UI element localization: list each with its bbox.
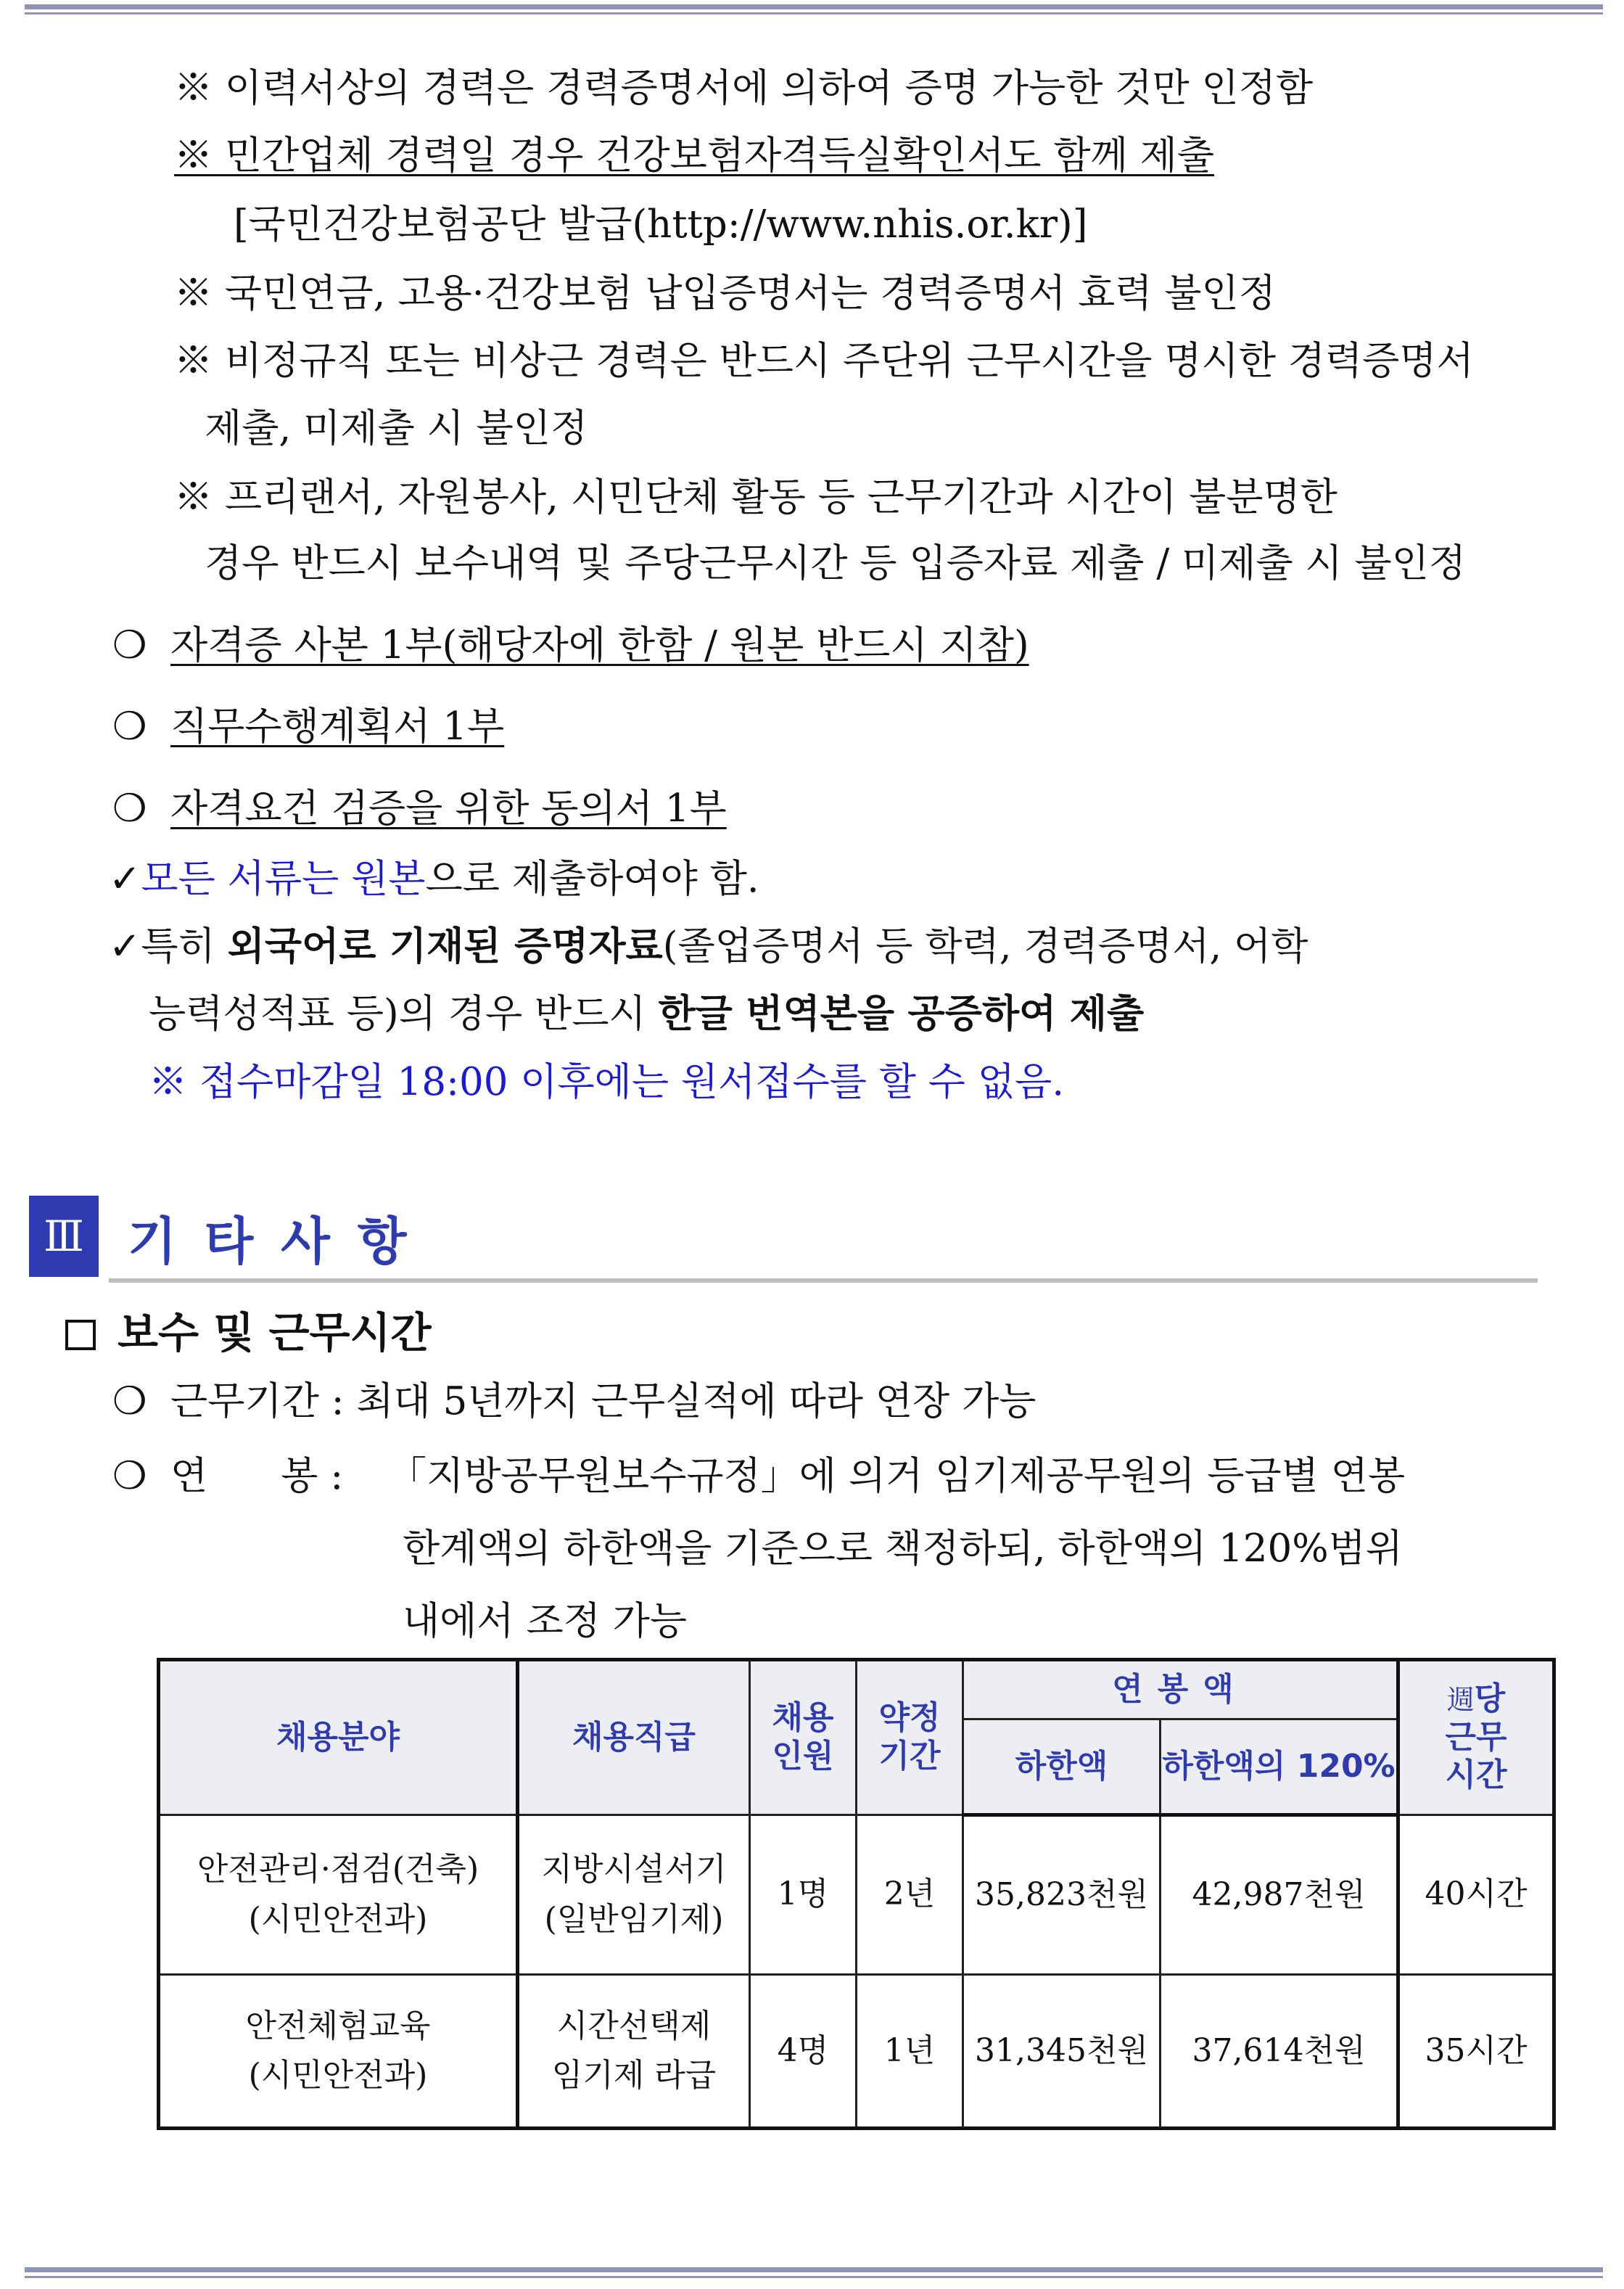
header-hours-1: 당 (1474, 1680, 1506, 1717)
salary-table (157, 1658, 1556, 2130)
section-divider (109, 1278, 1538, 1283)
circle-bullet-icon: ❍ (112, 1454, 147, 1498)
circle-bullet-icon: ❍ (112, 623, 147, 667)
row2-term: 1년 (857, 1975, 963, 2129)
header-term-2: 기간 (878, 1738, 941, 1775)
note-freelance-2: 경우 반드시 보수내역 및 주당근무시간 등 입증자료 제출 / 미제출 시 불인정 (205, 541, 1467, 585)
doc-item-consent (112, 786, 727, 832)
pay-item-salary (112, 1453, 1405, 1500)
note-private-company (174, 133, 1214, 179)
table-row (159, 1815, 1554, 1975)
row2-hours: 35시간 (1398, 1975, 1554, 2129)
row1-grade (518, 1815, 750, 1975)
section-number-badge: Ⅲ (29, 1196, 99, 1277)
row2-field-1: 안전체험교육 (245, 2007, 431, 2045)
doc-item-plan-text: 직무수행계획서 1부 (170, 704, 505, 749)
header-count-1: 채용 (772, 1699, 834, 1737)
circle-bullet-icon: ❍ (112, 704, 147, 749)
pay-item-period (112, 1378, 1036, 1425)
header-field: 채용분야 (159, 1660, 518, 1815)
header-max: 하한액의 120% (1161, 1719, 1398, 1815)
square-bullet-icon (65, 1320, 96, 1350)
header-hours-2: 근무 (1445, 1718, 1507, 1756)
original-docs-rest: 으로 제출하여야 함. (425, 857, 759, 901)
row1-grade-2: (일반임기제) (544, 1900, 724, 1938)
foreign-docs-paren: (졸업증명서 등 학력, 경력증명서, 어학 (662, 924, 1308, 969)
row1-max: 42,987천원 (1161, 1815, 1398, 1975)
row1-field-2: (시민안전과) (248, 1900, 428, 1938)
row2-field-2: (시민안전과) (248, 2057, 428, 2094)
header-grade: 채용직급 (518, 1660, 750, 1815)
row1-grade-1: 지방시설서기 (541, 1851, 727, 1889)
doc-item-license (112, 622, 1029, 669)
note-freelance-1: ※ 프리랜서, 자원봉사, 시민단체 활동 등 근무기간과 시간이 불분명한 (174, 475, 1337, 519)
header-min: 하한액 (963, 1719, 1161, 1815)
bottom-double-rule (25, 2267, 1603, 2272)
original-docs-highlight: 모든 서류는 원본 (141, 857, 426, 901)
check-foreign-docs (109, 924, 1308, 970)
row1-field (159, 1815, 518, 1975)
row1-term: 2년 (857, 1815, 963, 1975)
doc-item-license-text: 자격증 사본 1부(해당자에 한함 / 원본 반드시 지참) (170, 623, 1029, 667)
deadline-notice: ※ 접수마감일 18:00 이후에는 원서접수를 할 수 없음. (149, 1060, 1065, 1104)
header-count-2: 인원 (772, 1738, 834, 1775)
row1-hours: 40시간 (1398, 1815, 1554, 1975)
pay-item-period-text: 근무기간 : 최대 5년까지 근무실적에 따라 연장 가능 (170, 1379, 1036, 1423)
row2-grade-1: 시간선택제 (556, 2007, 712, 2045)
row2-grade-2: 임기제 라급 (551, 2057, 717, 2094)
row2-count: 4명 (750, 1975, 857, 2129)
note-career-proof: ※ 이력서상의 경력은 경력증명서에 의하여 증명 가능한 것만 인정함 (174, 66, 1314, 110)
check-icon: ✓ (109, 924, 141, 969)
foreign-docs-lead: 특히 (141, 924, 228, 969)
foreign-docs-bold: 외국어로 기재된 증명자료 (227, 924, 663, 969)
row2-min: 31,345천원 (963, 1975, 1161, 2129)
subsection-title-text: 보수 및 근무시간 (118, 1308, 432, 1357)
header-hours (1398, 1660, 1554, 1815)
header-count (750, 1660, 857, 1815)
note-irregular-work-2: 제출, 미제출 시 불인정 (205, 406, 588, 451)
header-term (857, 1660, 963, 1815)
note-private-company-text: ※ 민간업체 경력일 경우 건강보험자격득실확인서도 함께 제출 (174, 133, 1215, 178)
header-hours-prefix: 週 (1446, 1683, 1475, 1716)
subsection-title (65, 1299, 432, 1360)
row2-max: 37,614천원 (1161, 1975, 1398, 2129)
bottom-double-rule-thin (25, 2276, 1603, 2278)
circle-bullet-icon: ❍ (112, 786, 147, 831)
row1-count: 1명 (750, 1815, 857, 1975)
check-icon: ✓ (109, 857, 141, 901)
row1-min: 35,823천원 (963, 1815, 1161, 1975)
pay-item-salary-label: 연 봉 : (170, 1454, 344, 1498)
table-row (159, 1975, 1554, 2129)
section-title: 기타사항 (128, 1212, 434, 1271)
pay-item-salary-line2: 한계액의 하한액을 기준으로 책정하되, 하한액의 120%범위 (403, 1526, 1403, 1571)
row2-field (159, 1975, 518, 2129)
header-salary: 연봉액 (963, 1660, 1398, 1719)
foreign-docs-line2-text: 능력성적표 등)의 경우 반드시 (149, 992, 659, 1036)
doc-item-consent-text: 자격요건 검증을 위한 동의서 1부 (170, 786, 727, 831)
top-double-rule-thin (25, 12, 1603, 15)
note-pension-insurance: ※ 국민연금, 고용·건강보험 납입증명서는 경력증명서 효력 불인정 (174, 271, 1276, 316)
translation-notarize-bold: 한글 번역본을 공증하여 제출 (658, 991, 1145, 1036)
check-original-docs (109, 856, 759, 903)
check-foreign-docs-line2 (149, 991, 1144, 1037)
pay-item-salary-line3: 내에서 조정 가능 (403, 1599, 688, 1643)
pay-item-salary-line1: 「지방공무원보수규정」에 의거 임기제공무원의 등급별 연봉 (388, 1454, 1406, 1498)
row1-field-1: 안전관리·점검(건축) (197, 1851, 479, 1889)
header-hours-3: 시간 (1445, 1756, 1507, 1794)
header-term-1: 약정 (878, 1699, 941, 1737)
note-irregular-work-1: ※ 비정규직 또는 비상근 경력은 반드시 주단위 근무시간을 명시한 경력증명서 (174, 339, 1474, 383)
row2-grade (518, 1975, 750, 2129)
doc-item-plan (112, 704, 504, 750)
circle-bullet-icon: ❍ (112, 1379, 147, 1423)
top-double-rule (25, 4, 1603, 9)
note-nhis-issue: [국민건강보험공단 발급(http://www.nhis.or.kr)] (234, 202, 1088, 247)
